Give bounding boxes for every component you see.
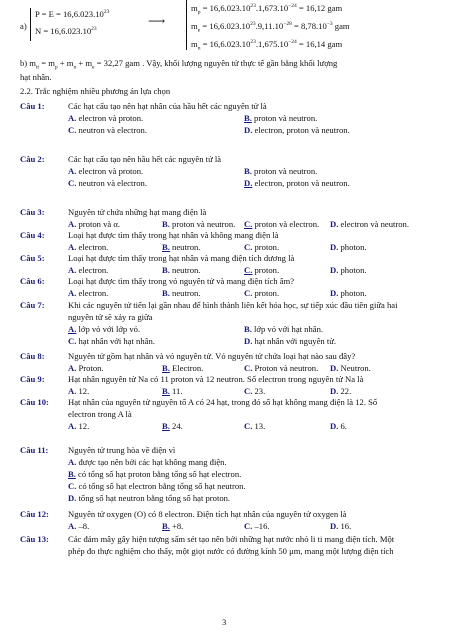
- question-number: Câu 13:: [20, 534, 49, 544]
- option-a: [68, 324, 140, 334]
- n-equation: $N = 16,6.023.10^{23}$: [35, 26, 97, 36]
- option-d: [330, 219, 409, 229]
- option-text: proton và electron.: [252, 219, 320, 229]
- option-d: [330, 521, 351, 531]
- option-text: electron.: [76, 242, 109, 252]
- option-b: [162, 242, 200, 252]
- question-number: Câu 7:: [20, 300, 45, 310]
- option-text: electron, proton và neutron.: [252, 178, 350, 188]
- option-a: [68, 166, 143, 176]
- p-equation: $P = E = 16,6.023.10^{23}$: [35, 9, 110, 19]
- option-text: proton và α.: [76, 219, 121, 229]
- option-letter: B.: [162, 288, 170, 298]
- option-letter: A.: [68, 166, 77, 176]
- option-letter: B.: [162, 242, 170, 252]
- option-letter: D.: [68, 493, 77, 503]
- option-d: [244, 178, 350, 188]
- option-text: Proton.: [76, 363, 104, 373]
- option-letter: C.: [68, 178, 77, 188]
- question-number: Câu 1:: [20, 101, 45, 111]
- option-text: electron và neutron.: [338, 219, 409, 229]
- option-a: [68, 457, 227, 467]
- option-letter: B.: [244, 324, 252, 334]
- option-letter: B.: [68, 469, 76, 479]
- option-d: [330, 242, 367, 252]
- question-text: Nguyên tử oxygen (O) có 8 electron. Điện tích hạt nhân của nguyên tử oxygen là: [68, 509, 347, 519]
- option-text: proton và neutron.: [251, 113, 318, 123]
- option-letter: B.: [162, 521, 170, 531]
- option-letter: A.: [68, 219, 77, 229]
- option-a: [68, 242, 108, 252]
- option-letter: D.: [330, 219, 339, 229]
- option-letter: B.: [162, 219, 170, 229]
- option-d: [330, 421, 347, 431]
- option-text: photon.: [338, 288, 367, 298]
- option-letter: C.: [244, 363, 253, 373]
- option-text: +8.: [169, 521, 184, 531]
- option-letter: A.: [68, 113, 77, 123]
- option-letter: C.: [244, 265, 253, 275]
- option-text: 12.: [76, 421, 90, 431]
- option-b: [244, 166, 317, 176]
- option-text: hạt nhân với hạt nhân.: [76, 336, 155, 346]
- question-number: Câu 2:: [20, 154, 45, 164]
- option-c: [68, 336, 155, 346]
- option-letter: D.: [244, 125, 253, 135]
- option-a: [68, 113, 143, 123]
- option-b: [68, 469, 241, 479]
- option-text: electron, proton và neutron.: [252, 125, 350, 135]
- question-text: Các hạt cấu tạo nên hạt nhân của hầu hết các nguyên tử là: [68, 101, 267, 111]
- question-text: Khi các nguyên tử tiến lại gần nhau để hình thành liên kết hóa học, sự tiếp xúc đầu tiên giữa hai: [68, 300, 398, 310]
- option-letter: C.: [244, 421, 253, 431]
- question-number: Câu 12:: [20, 509, 49, 519]
- option-text: 13.: [252, 421, 266, 431]
- option-text: neutron và electron.: [76, 125, 147, 135]
- option-b: [162, 265, 200, 275]
- option-letter: A.: [68, 242, 77, 252]
- question-text: Nguyên tử trung hòa về điện vì: [68, 445, 176, 455]
- option-text: có tổng số hạt proton bằng tổng số hạt electron.: [75, 469, 242, 479]
- option-d: [330, 288, 367, 298]
- option-a: [68, 288, 108, 298]
- option-letter: D.: [330, 288, 339, 298]
- option-text: Neutron.: [338, 363, 371, 373]
- option-a: [68, 421, 89, 431]
- question-text: Loại hạt được tìm thấy trong hạt nhân và mang điện tích dương là: [68, 253, 295, 263]
- question-number: Câu 11:: [20, 445, 49, 455]
- page-number: 3: [222, 617, 227, 627]
- option-c: [244, 363, 318, 373]
- question-text: Nguyên tử gồm hạt nhân và vỏ nguyên tử. Vỏ nguyên tử chứa loại hạt nào sau đây?: [68, 351, 356, 361]
- option-letter: D.: [330, 386, 339, 396]
- option-letter: B.: [244, 113, 252, 123]
- option-a: [68, 363, 104, 373]
- option-b: [162, 219, 235, 229]
- option-d: [330, 386, 351, 396]
- option-text: 22.: [338, 386, 352, 396]
- option-text: photon.: [338, 265, 367, 275]
- option-c: [244, 219, 319, 229]
- option-text: được tạo nên bởi các hạt không mang điện.: [76, 457, 227, 467]
- option-text: photon.: [338, 242, 367, 252]
- option-text: lớp vỏ với hạt nhân.: [251, 324, 324, 334]
- question-number: Câu 5:: [20, 253, 45, 263]
- option-letter: C.: [68, 481, 77, 491]
- option-text: neutron.: [169, 288, 201, 298]
- option-letter: C.: [244, 288, 253, 298]
- option-text: 11.: [169, 386, 183, 396]
- option-b: [244, 113, 317, 123]
- option-text: Proton và neutron.: [252, 363, 319, 373]
- option-letter: A.: [68, 363, 77, 373]
- option-b: [162, 363, 203, 373]
- option-text: có tổng số hạt electron bằng tổng số hạt neutron.: [76, 481, 246, 491]
- option-text: 16.: [338, 521, 352, 531]
- mass-electron-line: $m_e = 16,6.023.10^{23}.9,11.10^{-28} = 8,78.10^{-3}$ gam: [191, 21, 350, 34]
- part-b-line: b) $m_{tt} = m_p + m_n + m_e = 32,27$ gam . Vậy, khối lượng nguyên tử thực tế gần bằng khối lượng: [20, 58, 338, 71]
- option-letter: A.: [68, 421, 77, 431]
- option-text: tổng số hạt neutron bằng tổng số hạt proton.: [76, 493, 231, 503]
- part-b-line-2: hạt nhân.: [20, 72, 52, 82]
- option-b: [162, 288, 200, 298]
- option-text: electron và proton.: [76, 113, 144, 123]
- right-brace: [186, 0, 187, 50]
- option-text: 6.: [338, 421, 347, 431]
- question-text: Loại hạt được tìm thấy trong hạt nhân và không mang điện là: [68, 230, 279, 240]
- option-a: [68, 219, 120, 229]
- option-c: [68, 481, 246, 491]
- option-letter: B.: [162, 386, 170, 396]
- option-letter: A.: [68, 265, 77, 275]
- option-text: proton và neutron.: [251, 166, 318, 176]
- option-letter: C.: [244, 521, 253, 531]
- option-text: 12.: [76, 386, 90, 396]
- option-text: –8.: [76, 521, 90, 531]
- option-a: [68, 265, 108, 275]
- option-text: neutron.: [169, 265, 201, 275]
- option-text: 23.: [252, 386, 266, 396]
- option-letter: A.: [68, 457, 77, 467]
- question-text: Hạt nhân nguyên tử Na có 11 proton và 12 neutron. Số electron trong nguyên tử Na là: [68, 374, 364, 384]
- option-d: [330, 265, 367, 275]
- option-c: [68, 125, 147, 135]
- option-letter: A.: [68, 288, 77, 298]
- option-letter: D.: [244, 178, 253, 188]
- mass-proton-line: $m_p = 16,6.023.10^{23}.1,673.10^{-24} = 16,12$ gam: [191, 3, 343, 16]
- option-letter: A.: [68, 324, 77, 334]
- option-letter: A.: [68, 521, 77, 531]
- option-text: proton và neutron.: [169, 219, 236, 229]
- option-a: [68, 521, 89, 531]
- option-text: Electron.: [169, 363, 204, 373]
- question-text-cont: nguyên tử sẽ xảy ra giữa: [68, 312, 153, 322]
- option-text: lớp vỏ với lớp vỏ.: [76, 324, 141, 334]
- option-b: [162, 421, 183, 431]
- question-text: Nguyên tử chứa những hạt mang điện là: [68, 207, 207, 217]
- question-number: Câu 8:: [20, 351, 45, 361]
- option-b: [162, 386, 182, 396]
- question-number: Câu 9:: [20, 374, 45, 384]
- option-letter: D.: [244, 336, 253, 346]
- option-letter: D.: [330, 242, 339, 252]
- option-d: [68, 493, 230, 503]
- option-c: [244, 386, 265, 396]
- option-letter: A.: [68, 386, 77, 396]
- part-a-label: a): [20, 21, 27, 31]
- option-d: [244, 125, 350, 135]
- question-text: Hạt nhân của nguyên tử nguyên tố A có 24 hạt, trong đó số hạt không mang điện là 12. Số: [68, 397, 378, 407]
- option-d: [330, 363, 371, 373]
- question-number: Câu 4:: [20, 230, 45, 240]
- option-letter: B.: [162, 265, 170, 275]
- option-letter: D.: [330, 363, 339, 373]
- section-heading: 2.2. Trắc nghiệm nhiều phương án lựa chọn: [20, 86, 171, 96]
- question-number: Câu 6:: [20, 276, 45, 286]
- option-letter: C.: [68, 336, 77, 346]
- option-text: electron và proton.: [76, 166, 144, 176]
- option-c: [244, 521, 270, 531]
- option-text: 24.: [169, 421, 183, 431]
- option-text: proton.: [252, 265, 280, 275]
- option-letter: C.: [68, 125, 77, 135]
- option-letter: C.: [244, 386, 253, 396]
- option-b: [244, 324, 323, 334]
- arrow-icon: ⟶: [148, 14, 166, 28]
- option-letter: C.: [244, 219, 253, 229]
- option-letter: D.: [330, 521, 339, 531]
- option-letter: B.: [162, 421, 170, 431]
- option-text: electron.: [76, 288, 109, 298]
- option-text: neutron và electron.: [76, 178, 147, 188]
- option-c: [244, 421, 265, 431]
- option-text: proton.: [252, 242, 280, 252]
- option-d: [244, 336, 336, 346]
- option-text: neutron.: [169, 242, 201, 252]
- option-letter: D.: [330, 421, 339, 431]
- left-brace: [30, 8, 31, 41]
- option-c: [244, 265, 279, 275]
- option-text: proton.: [252, 288, 280, 298]
- question-text: Loại hạt được tìm thấy trong vỏ nguyên tử và mang điện tích âm?: [68, 276, 295, 286]
- option-letter: B.: [162, 363, 170, 373]
- option-letter: B.: [244, 166, 252, 176]
- question-text: Các hạt cấu tạo nên hầu hết các nguyên tử là: [68, 154, 222, 164]
- mass-neutron-line: $m_n = 16,6.023.10^{23}.1,675.10^{-24} = 16,14$ gam: [191, 39, 343, 52]
- option-a: [68, 386, 89, 396]
- option-text: hạt nhân với nguyên tử.: [252, 336, 337, 346]
- option-text: electron.: [76, 265, 109, 275]
- option-c: [244, 288, 279, 298]
- question-text-cont: electron trong A là: [68, 409, 132, 419]
- option-b: [162, 521, 183, 531]
- option-c: [68, 178, 147, 188]
- question-number: Câu 3:: [20, 207, 45, 217]
- question-text-cont: phép đo thực nghiệm cho thấy, một giọt nước có đường kính 50 μm, mang một lượng điện tích: [68, 546, 394, 556]
- question-number: Câu 10:: [20, 397, 49, 407]
- question-text: Các đám mây gây hiện tượng sấm sét tạo nên bởi những hạt nước nhỏ li ti mang điện tích. Một: [68, 534, 395, 544]
- option-text: –16.: [252, 521, 270, 531]
- option-c: [244, 242, 279, 252]
- option-letter: C.: [244, 242, 253, 252]
- option-letter: D.: [330, 265, 339, 275]
